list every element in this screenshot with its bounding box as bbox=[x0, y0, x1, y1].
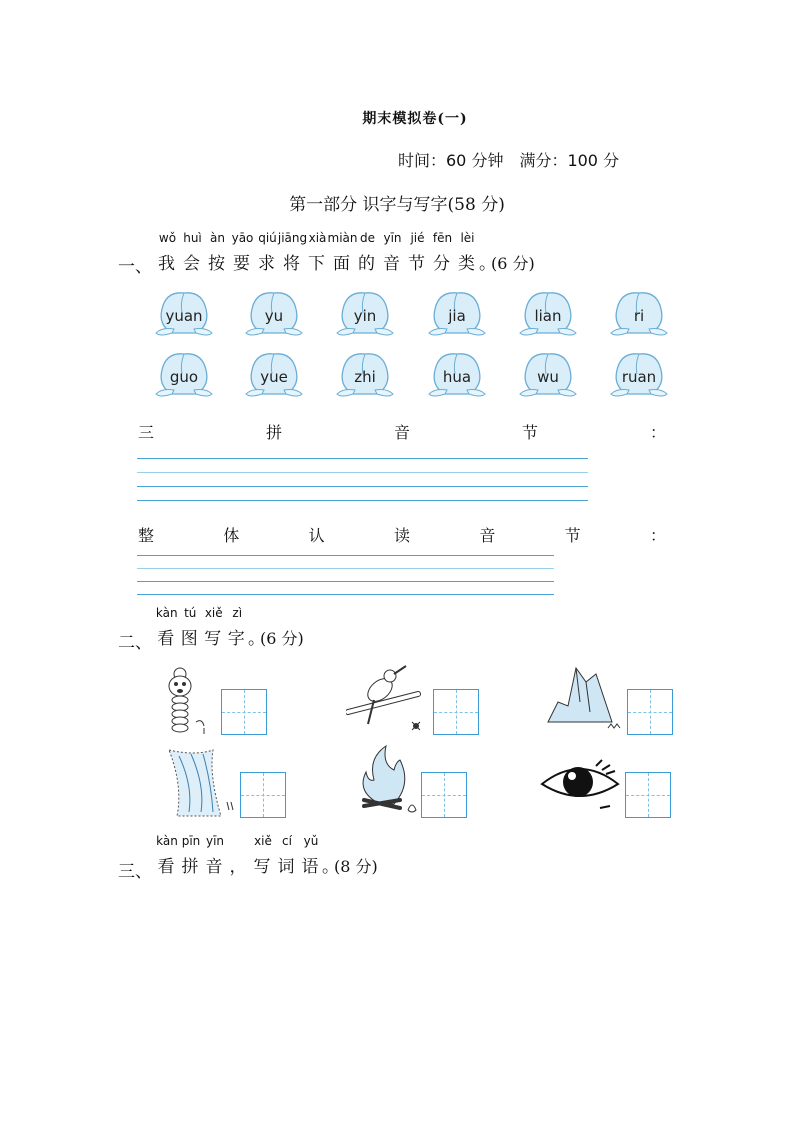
pinyin-label: kàn bbox=[156, 834, 178, 848]
category-whole-syllable bbox=[138, 523, 666, 546]
category-three-syllable bbox=[138, 420, 666, 443]
syllable-label: yue bbox=[260, 368, 288, 386]
pinyin-label: de bbox=[360, 231, 375, 245]
pinyin-label: yǔ bbox=[303, 834, 319, 848]
question-char: 的 bbox=[358, 254, 375, 274]
pinyin-label: qiú bbox=[258, 231, 277, 245]
pinyin-label: yīn bbox=[205, 834, 225, 848]
syllable-peach bbox=[425, 289, 489, 343]
pinyin-label: yīn bbox=[383, 231, 402, 245]
syllable-peach bbox=[607, 289, 671, 343]
pinyin-label: xià bbox=[308, 231, 327, 245]
pinyin-label: miàn bbox=[327, 231, 358, 245]
question-char: 拼 bbox=[181, 857, 199, 877]
question-char: 音 bbox=[205, 857, 223, 877]
question-char: 下 bbox=[308, 254, 325, 274]
syllable-label: yu bbox=[264, 307, 284, 325]
category-char: 音 bbox=[479, 526, 496, 545]
question-end-mark: 。 bbox=[322, 857, 339, 877]
q3-question bbox=[154, 852, 378, 877]
question-char: 词 bbox=[277, 857, 295, 877]
category-char: 节 bbox=[564, 526, 581, 545]
pinyin-label: huì bbox=[183, 231, 202, 245]
category-char: 读 bbox=[393, 526, 410, 545]
syllable-label: lian bbox=[534, 307, 562, 325]
q1-number: 一、 bbox=[118, 257, 152, 277]
writing-grid-6[interactable] bbox=[625, 772, 671, 818]
fire-icon bbox=[350, 744, 422, 818]
bird-icon bbox=[346, 662, 428, 734]
q2-question bbox=[154, 624, 304, 649]
writing-grid-4[interactable] bbox=[240, 772, 286, 818]
q1-question bbox=[154, 249, 535, 274]
category-char: 认 bbox=[308, 526, 325, 545]
syllable-peach bbox=[516, 289, 580, 343]
syllable-label: ri bbox=[633, 307, 645, 325]
pinyin-label: tú bbox=[184, 606, 197, 620]
question-score: (6 分) bbox=[491, 254, 535, 273]
pinyin-label: jiāng bbox=[277, 231, 308, 245]
syllable-label: yin bbox=[353, 307, 377, 325]
q3-number: 三、 bbox=[118, 862, 152, 882]
category-char: ： bbox=[649, 423, 666, 442]
question-char: 要 bbox=[233, 254, 250, 274]
syllable-peach bbox=[242, 289, 306, 343]
writing-grid-1[interactable] bbox=[221, 689, 267, 735]
question-char: 字 bbox=[227, 629, 245, 649]
syllable-peach bbox=[333, 289, 397, 343]
question-end-mark: 。 bbox=[479, 254, 496, 274]
writing-lines-1[interactable] bbox=[137, 458, 588, 502]
pinyin-label: kàn bbox=[155, 606, 178, 620]
question-char: 图 bbox=[180, 629, 198, 649]
question-char: 面 bbox=[333, 254, 350, 274]
syllable-label: zhi bbox=[354, 368, 376, 386]
caterpillar-icon bbox=[160, 662, 210, 734]
question-score: (8 分) bbox=[334, 857, 378, 876]
pinyin-label: lèi bbox=[460, 231, 475, 245]
syllable-peach bbox=[425, 350, 489, 404]
q1-pinyin-row bbox=[155, 231, 515, 247]
q2-number: 二、 bbox=[118, 633, 152, 653]
syllable-label: yuan bbox=[165, 307, 203, 325]
mountain-icon bbox=[546, 662, 622, 734]
part1-title: 第一部分 识字与写字(58 分) bbox=[289, 195, 505, 215]
syllable-label: guo bbox=[169, 368, 199, 386]
syllable-peach bbox=[607, 350, 671, 404]
pinyin-label: zì bbox=[232, 606, 243, 620]
q3-pinyin bbox=[155, 834, 355, 850]
water-icon bbox=[165, 746, 237, 818]
syllable-peach bbox=[152, 350, 216, 404]
question-char: 音 bbox=[383, 254, 400, 274]
eye-icon bbox=[540, 758, 622, 820]
question-char: 看 bbox=[157, 857, 175, 877]
category-char: 体 bbox=[223, 526, 240, 545]
q2-pinyin bbox=[155, 606, 275, 622]
question-char: 按 bbox=[208, 254, 225, 274]
syllable-label: hua bbox=[442, 368, 472, 386]
syllable-peach bbox=[516, 350, 580, 404]
category-char: 节 bbox=[521, 423, 538, 442]
pinyin-label: jié bbox=[410, 231, 425, 245]
syllable-label: ruan bbox=[621, 368, 657, 386]
category-char: 三 bbox=[138, 423, 155, 442]
question-char: 我 bbox=[158, 254, 175, 274]
question-score: (6 分) bbox=[260, 629, 304, 648]
question-char: 将 bbox=[283, 254, 300, 274]
writing-grid-5[interactable] bbox=[421, 772, 467, 818]
question-char: 写 bbox=[253, 857, 271, 877]
writing-grid-2[interactable] bbox=[433, 689, 479, 735]
syllable-peach bbox=[242, 350, 306, 404]
question-char: 写 bbox=[204, 629, 222, 649]
question-end-mark: 。 bbox=[248, 629, 265, 649]
question-char: 语 bbox=[301, 857, 319, 877]
pinyin-label: fēn bbox=[432, 231, 453, 245]
time-info: 时间：60 分钟 满分：100 分 bbox=[398, 151, 620, 170]
question-char: 求 bbox=[258, 254, 275, 274]
category-char: 整 bbox=[138, 526, 155, 545]
pinyin-label: yāo bbox=[231, 231, 254, 245]
pinyin-label: wǒ bbox=[158, 231, 177, 245]
syllable-label: jia bbox=[448, 307, 466, 325]
syllable-peach bbox=[333, 350, 397, 404]
question-char: 类 bbox=[458, 254, 475, 274]
category-char: 拼 bbox=[265, 423, 282, 442]
pinyin-label: pīn bbox=[181, 834, 201, 848]
pinyin-label: xiě bbox=[254, 834, 272, 848]
pinyin-label: xiě bbox=[204, 606, 223, 620]
question-char: 分 bbox=[433, 254, 450, 274]
pinyin-label: àn bbox=[210, 231, 225, 245]
writing-grid-3[interactable] bbox=[627, 689, 673, 735]
question-char: 节 bbox=[408, 254, 425, 274]
category-char: 音 bbox=[393, 423, 410, 442]
syllable-label: wu bbox=[537, 368, 559, 386]
exam-title: 期末模拟卷(一) bbox=[362, 111, 468, 127]
question-char: ， bbox=[229, 857, 247, 877]
question-char: 看 bbox=[157, 629, 175, 649]
syllable-peach bbox=[152, 289, 216, 343]
writing-lines-2[interactable] bbox=[137, 555, 554, 599]
pinyin-label: cí bbox=[282, 834, 292, 848]
question-char: 会 bbox=[183, 254, 200, 274]
category-char: ： bbox=[649, 526, 666, 545]
